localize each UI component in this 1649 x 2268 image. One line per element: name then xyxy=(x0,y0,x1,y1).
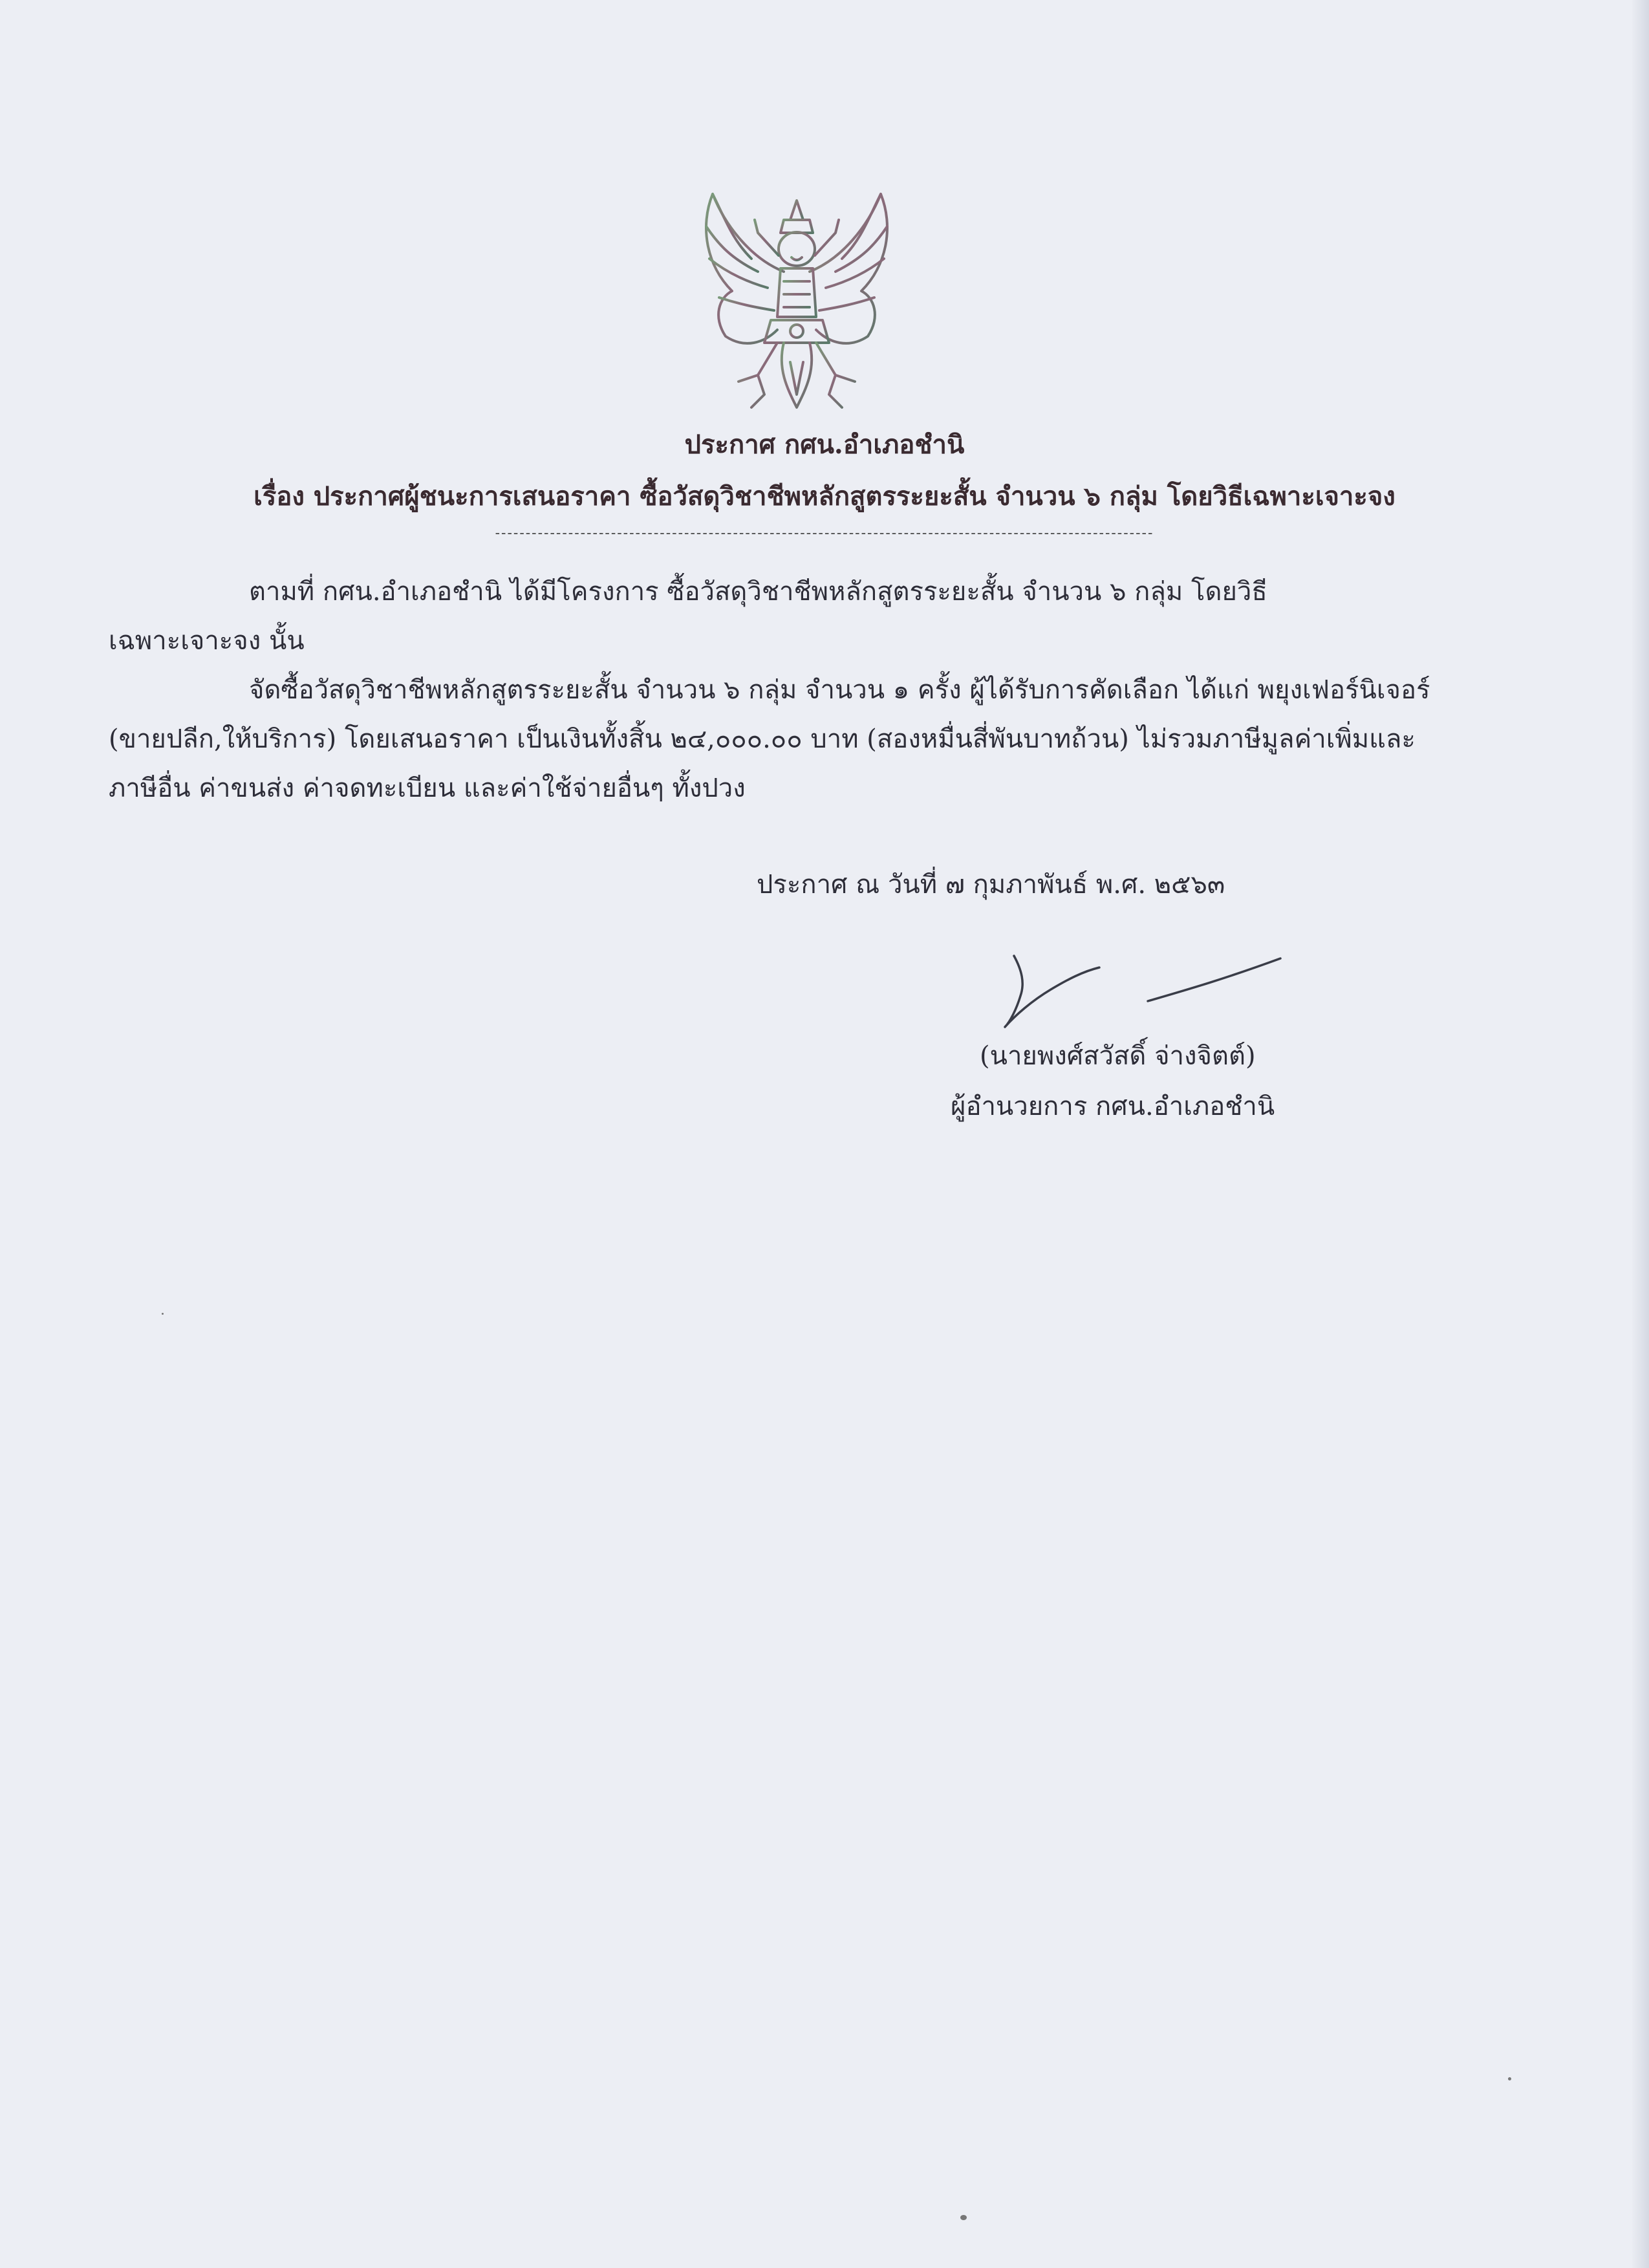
paragraph-2-line-3: ภาษีอื่น ค่าขนส่ง ค่าจดทะเบียน และค่าใช้จ่ายอื่นๆ ทั้งปวง xyxy=(109,773,746,803)
paragraph-1-line-2: เฉพาะเจาะจง นั้น xyxy=(109,626,305,656)
signer-position: ผู้อำนวยการ กศน.อำเภอชำนิ xyxy=(951,1092,1275,1121)
page-edge xyxy=(1631,0,1649,2268)
paragraph-1-line-1: ตามที่ กศน.อำเภอชำนิ ได้มีโครงการ ซื้อวัสดุวิชาชีพหลักสูตรระยะสั้น จำนวน ๖ กลุ่ม โดยวิธี xyxy=(249,577,1267,607)
signer-name: (นายพงศ์สวัสดิ์ จ่างจิตต์) xyxy=(980,1041,1256,1071)
scan-speck xyxy=(960,2215,967,2220)
scan-speck xyxy=(1508,2077,1511,2080)
announcement-date: ประกาศ ณ วันที่ ๗ กุมภาพันธ์ พ.ศ. ๒๕๖๓ xyxy=(757,870,1225,900)
signature-mark xyxy=(996,944,1293,1035)
paragraph-2-line-2: (ขายปลีก,ให้บริการ) โดยเสนอราคา เป็นเงินทั้งสิ้น ๒๔,๐๐๐.๐๐ บาท (สองหมื่นสี่พันบาทถ้วน) ไม่รวมภาษีมูลค่าเพิ่มและ xyxy=(109,724,1416,754)
garuda-emblem-icon xyxy=(687,188,907,420)
announcement-subject: เรื่อง ประกาศผู้ชนะการเสนอราคา ซื้อวัสดุวิชาชีพหลักสูตรระยะสั้น จำนวน ๖ กลุ่ม โดยวิธีเฉพาะเจาะจง xyxy=(253,481,1396,512)
paragraph-2-line-1: จัดซื้อวัสดุวิชาชีพหลักสูตรระยะสั้น จำนวน ๖ กลุ่ม จำนวน ๑ ครั้ง ผู้ได้รับการคัดเลือก ได้แก่ พยุงเฟอร์นิเจอร์ xyxy=(249,675,1430,705)
announcement-title: ประกาศ กศน.อำเภอชำนิ xyxy=(684,429,965,460)
separator-line: ------------------------------------------------------------------------------------------------------------ xyxy=(495,525,1154,541)
scan-speck xyxy=(162,1313,164,1315)
